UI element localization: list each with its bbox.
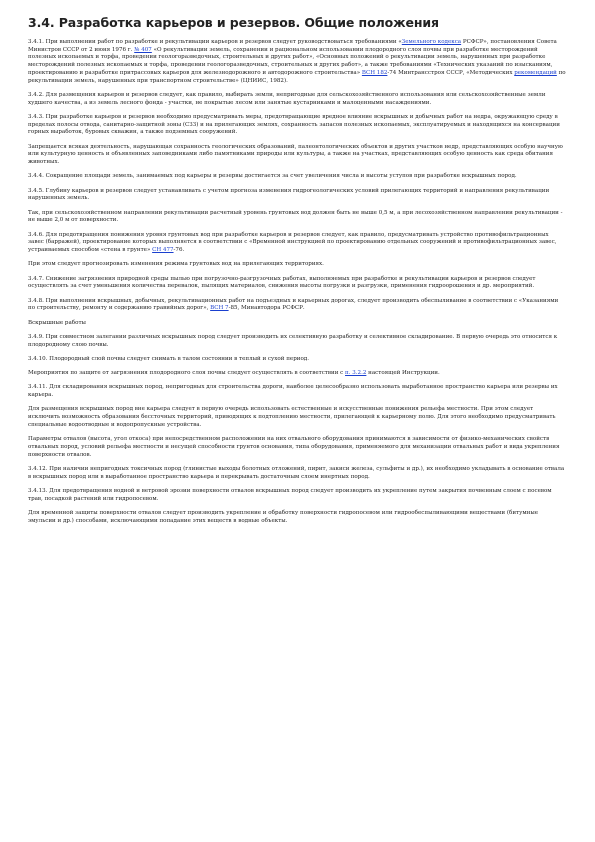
reference-link[interactable]: ВСН 182 — [361, 69, 388, 76]
paragraph-text: -85, Минавтодора РСФСР. — [228, 305, 305, 312]
paragraph-text: 3.4.9. При совместном залегании различных вскрышных пород следует производить их селективную разработку и селективное складирование. В первую очередь это относится к плодородному слою почвы. — [28, 333, 558, 348]
paragraph — [28, 384, 566, 399]
document-page — [28, 15, 566, 532]
paragraph-text: 3.4.4. Сокращение площади земель, занимаемых под карьеры и резервы достигается за счет увеличения числа и высоты уступов при разработке вскрышных пород. — [28, 173, 517, 180]
paragraph — [28, 466, 566, 481]
paragraph — [28, 488, 566, 503]
document-body — [28, 39, 566, 525]
paragraph-text: Параметры отвалов (высота, угол откоса) при непосредственном расположении на них отвального оборудования принимаются в зависимости от физико-механических свойств отвальных пород, условий рельефа местности и несущей способности грунтов основания, типа оборудования, применяемого для механизации отвальных работ и вида укрепления поверхности отвалов. — [28, 436, 560, 458]
paragraph-text: Для размещения вскрышных пород вне карьера следует в первую очередь использовать естественные и искусственные понижения рельефа местности. При этом следует исключить возможность образования бессточных территорий, приводящих к подтоплению местности, прилегающей к карьерному полю. Для этого необходимо предусматривать специальные водоотводные и водопропускные устройства. — [28, 406, 556, 428]
paragraph — [28, 173, 566, 181]
paragraph-text: 3.4.12. При наличии непригодных токсичных пород (глинистые выходы болотных отложений, пирит, закиси железа, сульфиты и др.), их необходимо укладывать в основание отвала в вскрышных пород или в выработанное пространство карьера и перекрывать достаточным слоем инертных пород. — [28, 465, 565, 480]
paragraph — [28, 436, 566, 459]
paragraph — [28, 334, 566, 349]
paragraph — [28, 356, 566, 364]
paragraph — [28, 210, 566, 225]
paragraph — [28, 320, 566, 328]
paragraph — [28, 144, 566, 167]
paragraph — [28, 370, 566, 378]
paragraph-text: 3.4.3. При разработке карьеров и резервов необходимо предусматривать меры, предотвращающие вредное влияние вскрышных и добычных работ на недра, окружающую среду в пределах полосы отвода, санитарно-защитной зоны (СЗЗ) и на прилегающих землях, сохранность запасов полезных ископаемых, эксплуатируемых и находящихся на консервации горных выработок, буровых скважин, а также подземных сооружений. — [28, 113, 560, 136]
paragraph — [28, 39, 566, 85]
paragraph-text: Так, при сельскохозяйственном направлении рекультивации расчетный уровень грунтовых вод должен быть не выше 0,5 м, а при лесохозяйственном направлении рекультивации - не выше 2,0 м от поверхности. — [28, 209, 563, 224]
paragraph-text: 3.4.5. Глубину карьеров и резервов следует устанавливать с учетом прогноза изменения гидрогеологических условий прилегающих территорий и направления рекультивации нарушенных земель. — [28, 187, 550, 202]
reference-link[interactable]: п. 3.2.2 — [345, 370, 367, 377]
paragraph-text: Вскрышные работы — [28, 319, 86, 326]
reference-link[interactable]: СН 477 — [152, 246, 174, 253]
paragraph-text: 3.4.10. Плодородный слой почвы следует снимать в талом состоянии в теплый и сухой период. — [28, 355, 309, 362]
paragraph-text: 3.4.7. Снижение загрязнения природной среды пылью при погрузочно-разгрузочных работах, выполняемых при разработке и рекультивации карьеров и резервов следует осуществлять за счет уменьшения количества перевалок, пылящих материалов, снижения высоты погрузки и разгрузки, применения гидроорошения и др. мероприятий. — [28, 275, 536, 290]
paragraph-text: 3.4.11. Для складирования вскрышных пород, непригодных для строительства дороги, наиболее целесообразно использовать выработанное пространство карьера или резервы их карьера. — [28, 384, 558, 399]
paragraph-text: -76. — [173, 246, 185, 253]
paragraph-text: по рекультивации земель, нарушенных при транспортном строительстве» (ЦНИИС, 1982). — [28, 69, 566, 84]
paragraph — [28, 298, 566, 313]
paragraph — [28, 406, 566, 429]
paragraph — [28, 188, 566, 203]
paragraph-text: 3.4.2. Для размещения карьеров и резервов следует, как правило, выбирать земли, непригодные для сельскохозяйственного использования или сельскохозяйственные земли худшего качества, а из земель лесного фонда - участки, не покрытые лесом или занятые кустарниками и малоценными насаждениями. — [28, 91, 546, 106]
page-title: 3.4. Разработка карьеров и резервов. Общие положения — [28, 15, 439, 30]
paragraph — [28, 261, 566, 269]
paragraph-text: Запрещается всякая деятельность, нарушающая сохранность геологических образований, палеонтологических объектов и других участков недр, представляющих особую научную или культурную ценность и объявленных заповедниками либо памятниками природы или культуры, а также на участках, представляющих особую ценность как среда обитания животных. — [28, 143, 563, 165]
paragraph-text: При этом следует прогнозировать изменения режима грунтовых вод на прилегающих территориях. — [28, 261, 324, 268]
paragraph-text: 3.4.8. При выполнении вскрышных, добычных, рекультивационных работ на подъездных и карьерных дорогах, следует производить обеспыливание в соответствии с «Указаниями по строительству, ремонту и содержанию гравийных дорог», — [28, 297, 559, 312]
paragraph-text: Мероприятия по защите от загрязнения плодородного слоя почвы следует осуществлять в соответствии с — [28, 370, 346, 377]
paragraph-text: 3.4.6. Для предотвращения понижения уровня грунтовых вод при разработке карьеров и резервов следует, как правило, предусматривать устройство противофильтрационных завес (барражей), проектирование которых выполняется в соответствии с «Временной инструкцией по проектированию отдельных сооружений и противофильтрационных завес, устраиваемых способом «стена в грунте» — [28, 231, 557, 253]
paragraph-text: -74 Минтрансстроя СССР, «Методических — [387, 69, 515, 76]
paragraph-text: настоящей Инструкции. — [366, 370, 440, 377]
paragraph-text: 3.4.13. Для предотвращения водной и ветровой эрозии поверхности отвалов вскрышных пород следует производить их укрепление путем закрытия почвенным слоем с посевом трав, посадкой растений или гидропосевом. — [28, 487, 552, 502]
reference-link[interactable]: Земельного кодекса — [401, 39, 462, 45]
paragraph — [28, 232, 566, 255]
paragraph — [28, 92, 566, 107]
paragraph-text: 3.4.1. При выполнении работ по разработке и рекультивации карьеров и резервов следует руководствоваться требованиями « — [28, 39, 402, 45]
paragraph — [28, 114, 566, 137]
paragraph — [28, 276, 566, 291]
reference-link[interactable]: ВСН 7 — [210, 305, 229, 312]
reference-link[interactable]: № 407 — [134, 46, 152, 53]
paragraph-text: Для временной защиты поверхности отвалов следует производить укрепление и обработку поверхности гидропосевом или гидрообеспыливающими веществами (битумные эмульсии и др.) способами, исключающими попадание этих веществ в водные объекты. — [28, 509, 539, 524]
paragraph — [28, 510, 566, 525]
paragraph-text: РСФСР», постановления Совета Министров СССР от 2 июня 1976 г. — [28, 39, 557, 53]
reference-link[interactable]: рекомендаций — [514, 69, 557, 76]
paragraph-text: «О рекультивации земель, сохранении и рациональном использовании плодородного слоя почвы при разработке месторождений полезных ископаемых и торфа, проведении геологоразведочных, строительных и других работ», «Основных положений о рекультивации земель, нарушенных при разработке месторождений полезных ископаемых и торфа, проведении геологоразведочных, строительных и других работ», а также требованиями «Технических указаний по изысканиям, проектированию и разработке притрассовых карьеров для железнодорожного и автодорожного строительства» — [28, 46, 553, 76]
